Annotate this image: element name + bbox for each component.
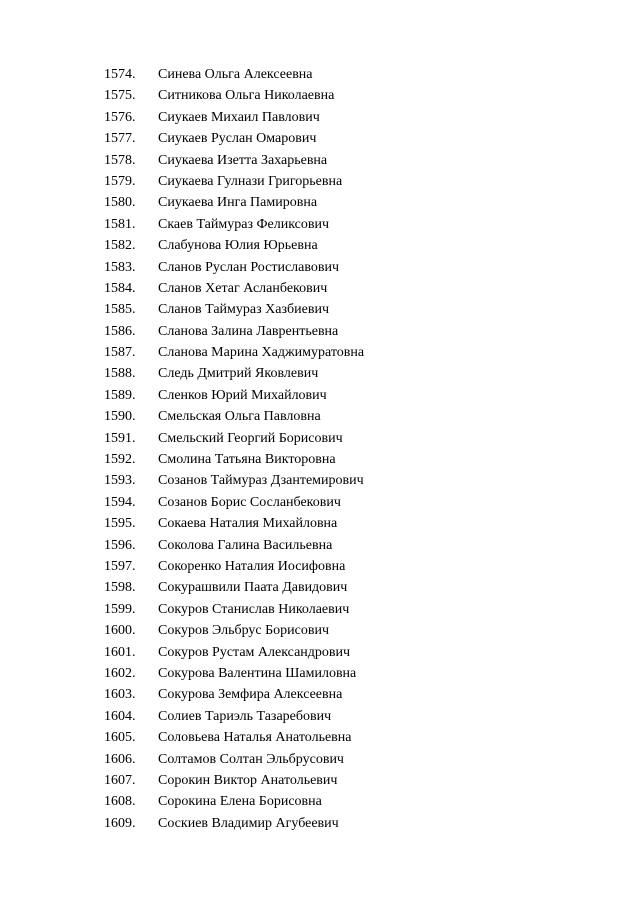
entry-name: Соскиев Владимир Агубеевич bbox=[158, 815, 339, 831]
list-item bbox=[104, 791, 364, 812]
list-item bbox=[104, 535, 364, 556]
entry-number: 1587. bbox=[104, 345, 136, 361]
list-item bbox=[104, 150, 364, 171]
list-item bbox=[104, 577, 364, 598]
list-item bbox=[104, 428, 364, 449]
entry-number: 1604. bbox=[104, 708, 136, 724]
list-item bbox=[104, 363, 364, 384]
list-item bbox=[104, 171, 364, 192]
entry-number: 1585. bbox=[104, 302, 136, 318]
list-item bbox=[104, 278, 364, 299]
entry-name: Скаев Таймураз Феликсович bbox=[158, 216, 330, 232]
entry-number: 1598. bbox=[104, 580, 136, 596]
entry-name: Сланов Руслан Ростиславович bbox=[158, 259, 340, 275]
list-item bbox=[104, 449, 364, 470]
list-item bbox=[104, 642, 364, 663]
list-item bbox=[104, 257, 364, 278]
list-item bbox=[104, 192, 364, 213]
entry-name: Солиев Тариэль Тазаребович bbox=[158, 708, 332, 724]
entry-name: Сиукаева Инга Памировна bbox=[158, 195, 318, 211]
entry-number: 1603. bbox=[104, 687, 136, 703]
entry-number: 1586. bbox=[104, 323, 136, 339]
list-item bbox=[104, 64, 364, 85]
entry-name: Сиукаева Гулнази Григорьевна bbox=[158, 173, 343, 189]
list-item bbox=[104, 599, 364, 620]
entry-name: Сланова Марина Хаджимуратовна bbox=[158, 345, 365, 361]
list-item bbox=[104, 406, 364, 427]
list-item bbox=[104, 235, 364, 256]
entry-name: Сокуров Станислав Николаевич bbox=[158, 601, 350, 617]
entry-name: Сланов Хетаг Асланбекович bbox=[158, 280, 328, 296]
entry-name: Сокоренко Наталия Иосифовна bbox=[158, 558, 346, 574]
entry-name: Сиукаева Изетта Захарьевна bbox=[158, 152, 328, 168]
entry-number: 1584. bbox=[104, 280, 136, 296]
entry-name: Солтамов Солтан Эльбрусович bbox=[158, 751, 344, 767]
entry-name: Созанов Борис Сосланбекович bbox=[158, 494, 341, 510]
entry-name: Следь Дмитрий Яковлевич bbox=[158, 366, 319, 382]
entry-name: Сорокина Елена Борисовна bbox=[158, 794, 322, 810]
entry-number: 1578. bbox=[104, 152, 136, 168]
entry-name: Сорокин Виктор Анатольевич bbox=[158, 772, 338, 788]
entry-number: 1577. bbox=[104, 131, 136, 147]
entry-number: 1605. bbox=[104, 730, 136, 746]
entry-number: 1574. bbox=[104, 67, 136, 82]
entry-number: 1602. bbox=[104, 665, 136, 681]
entry-number: 1601. bbox=[104, 644, 136, 660]
list-item bbox=[104, 556, 364, 577]
list-item bbox=[104, 727, 364, 748]
entry-number: 1600. bbox=[104, 623, 136, 639]
list-item bbox=[104, 342, 364, 363]
entry-name: Сокурашвили Паата Давидович bbox=[158, 580, 348, 596]
name-list bbox=[104, 64, 364, 834]
entry-name: Ситникова Ольга Николаевна bbox=[158, 88, 335, 104]
entry-number: 1609. bbox=[104, 815, 136, 831]
entry-name: Смолина Татьяна Викторовна bbox=[158, 452, 336, 468]
entry-name: Сокуров Эльбрус Борисович bbox=[158, 623, 330, 639]
list-item bbox=[104, 470, 364, 491]
entry-name: Сиукаев Михаил Павлович bbox=[158, 109, 320, 125]
entry-number: 1579. bbox=[104, 173, 136, 189]
entry-name: Сиукаев Руслан Омарович bbox=[158, 131, 317, 147]
entry-number: 1608. bbox=[104, 794, 136, 810]
entry-name: Смельская Ольга Павловна bbox=[158, 409, 321, 425]
entry-name: Слабунова Юлия Юрьевна bbox=[158, 238, 318, 254]
entry-number: 1589. bbox=[104, 387, 136, 403]
list-item bbox=[104, 128, 364, 149]
list-item bbox=[104, 492, 364, 513]
entry-number: 1575. bbox=[104, 88, 136, 104]
list-item bbox=[104, 299, 364, 320]
entry-number: 1596. bbox=[104, 537, 136, 553]
entry-name: Соловьева Наталья Анатольевна bbox=[158, 730, 352, 746]
entry-name: Сланов Таймураз Хазбиевич bbox=[158, 302, 329, 318]
entry-number: 1607. bbox=[104, 772, 136, 788]
entry-number: 1581. bbox=[104, 216, 136, 232]
list-item bbox=[104, 214, 364, 235]
entry-name: Созанов Таймураз Дзантемирович bbox=[158, 473, 364, 489]
entry-number: 1583. bbox=[104, 259, 136, 275]
entry-number: 1582. bbox=[104, 238, 136, 254]
entry-name: Соколова Галина Васильевна bbox=[158, 537, 333, 553]
list-item bbox=[104, 663, 364, 684]
list-item bbox=[104, 749, 364, 770]
list-item bbox=[104, 85, 364, 106]
entry-name: Сленков Юрий Михайлович bbox=[158, 387, 327, 403]
list-item bbox=[104, 770, 364, 791]
list-item bbox=[104, 321, 364, 342]
entry-number: 1590. bbox=[104, 409, 136, 425]
list-item bbox=[104, 107, 364, 128]
entry-number: 1580. bbox=[104, 195, 136, 211]
list-item bbox=[104, 620, 364, 641]
entry-number: 1594. bbox=[104, 494, 136, 510]
list-item bbox=[104, 813, 364, 834]
entry-number: 1588. bbox=[104, 366, 136, 382]
entry-name: Сокурова Земфира Алексеевна bbox=[158, 687, 343, 703]
entry-number: 1595. bbox=[104, 516, 136, 532]
entry-name: Сокаева Наталия Михайловна bbox=[158, 516, 338, 532]
entry-number: 1592. bbox=[104, 452, 136, 468]
entry-number: 1599. bbox=[104, 601, 136, 617]
entry-number: 1576. bbox=[104, 109, 136, 125]
entry-number: 1591. bbox=[104, 430, 136, 446]
list-item bbox=[104, 706, 364, 727]
entry-number: 1597. bbox=[104, 558, 136, 574]
entry-name: Синева Ольга Алексеевна bbox=[158, 67, 313, 82]
list-item bbox=[104, 513, 364, 534]
entry-number: 1593. bbox=[104, 473, 136, 489]
entry-name: Сокуров Рустам Александрович bbox=[158, 644, 351, 660]
entry-name: Сланова Залина Лаврентьевна bbox=[158, 323, 339, 339]
list-item bbox=[104, 684, 364, 705]
list-item bbox=[104, 385, 364, 406]
entry-name: Смельский Георгий Борисович bbox=[158, 430, 343, 446]
entry-number: 1606. bbox=[104, 751, 136, 767]
entry-name: Сокурова Валентина Шамиловна bbox=[158, 665, 357, 681]
